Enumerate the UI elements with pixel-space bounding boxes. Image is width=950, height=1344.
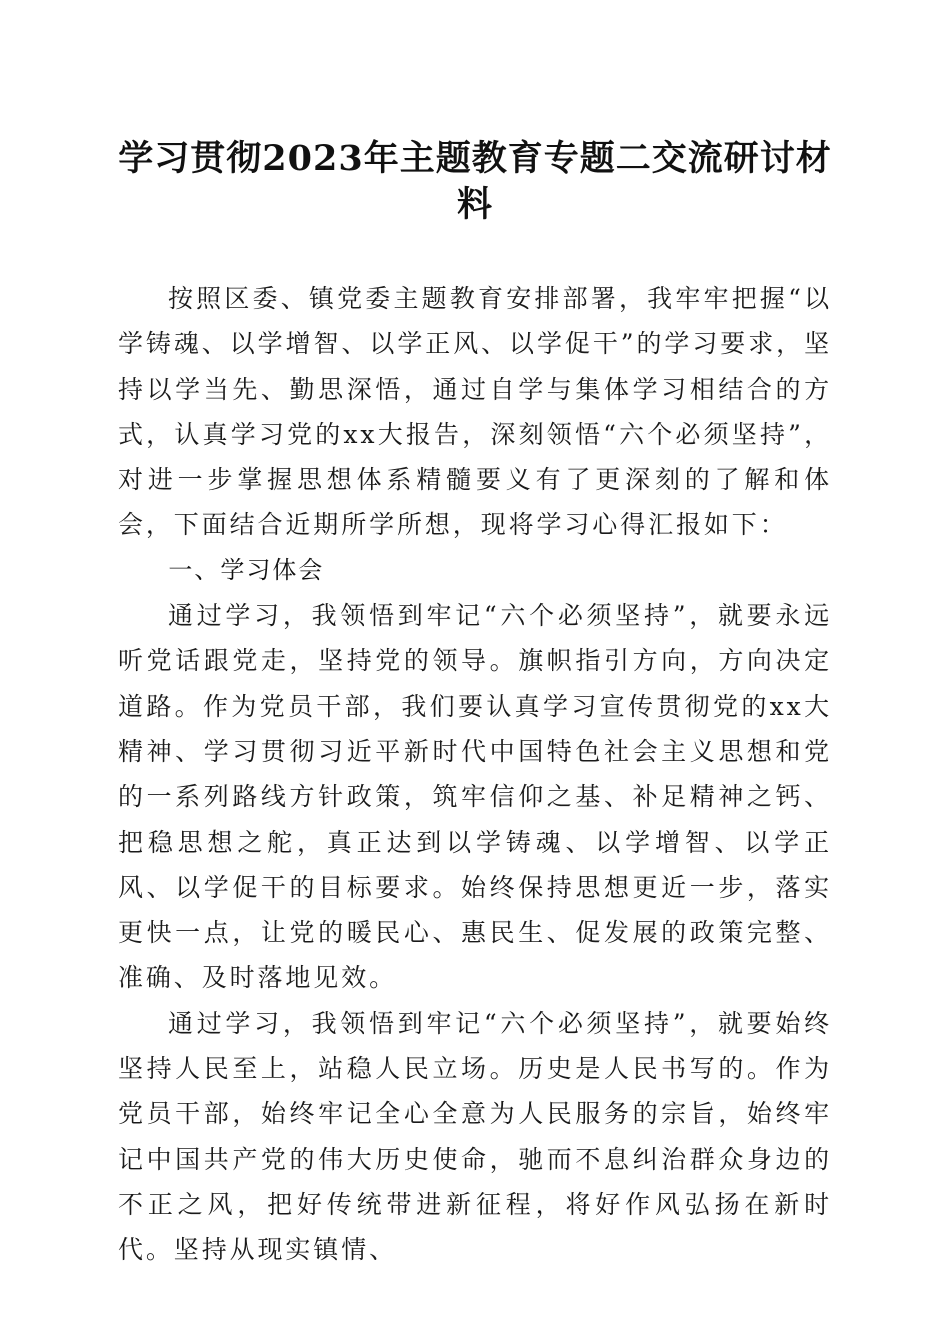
section-heading: 一、学习体会 (168, 555, 325, 584)
document-title: 学习贯彻2023年主题教育专题二交流研讨材料 (118, 138, 832, 225)
body-paragraph: 通过学习，我领悟到牢记“六个必须坚持”，就要始终坚持人民至上，站稳人民立场。历史是人民书写的。作为党员干部，始终牢记全心全意为人民服务的宗旨，始终牢记中国共产党的伟大历史使命，驰而不息纠治群众身边的不正之风，把好传统带进新征程，将好作风弘扬在新时代。坚持从现实镇情、 (118, 1008, 832, 1265)
body-paragraph: 通过学习，我领悟到牢记“六个必须坚持”，就要永远听党话跟党走，坚持党的领导。旗帜指引方向，方向决定道路。作为党员干部，我们要认真学习宣传贯彻党的xx大精神、学习贯彻习近平新时代中国特色社会主义思想和党的一系列路线方针政策，筑牢信仰之基、补足精神之钙、把稳思想之舵，真正达到以学铸魂、以学增智、以学正风、以学促干的目标要求。始终保持思想更近一步，落实更快一点，让党的暖民心、惠民生、促发展的政策完整、准确、及时落地见效。 (118, 601, 832, 993)
document-body (118, 276, 832, 1273)
intro-paragraph: 按照区委、镇党委主题教育安排部署，我牢牢把握“以学铸魂、以学增智、以学正风、以学促干”的学习要求，坚持以学当先、勤思深悟，通过自学与集体学习相结合的方式，认真学习党的xx大报告，深刻领悟“六个必须坚持”，对进一步掌握思想体系精髓要义有了更深刻的了解和体会，下面结合近期所学所想，现将学习心得汇报如下： (118, 284, 832, 540)
